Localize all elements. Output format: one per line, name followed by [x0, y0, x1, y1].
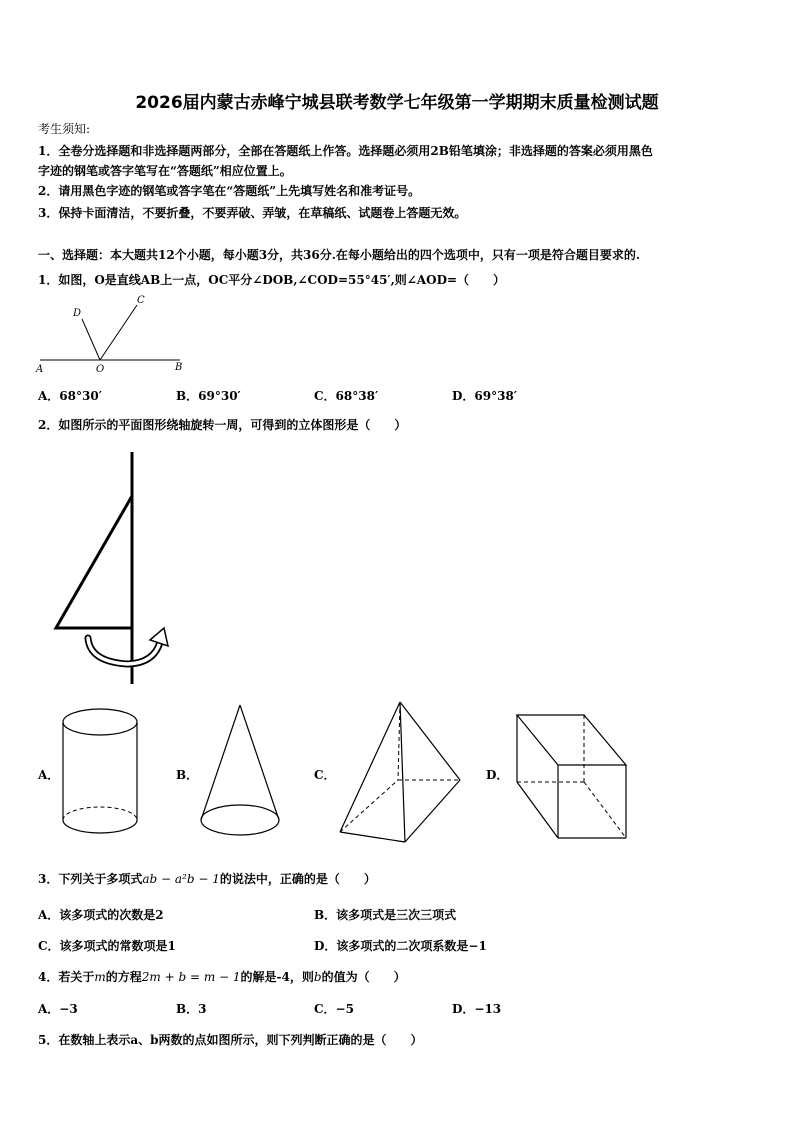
q1-option-b[interactable]: B．69°30′ [176, 389, 241, 403]
q4-stem-pre: 4．若关于 [38, 970, 95, 984]
page-title: 2026届内蒙古赤峰宁城县联考数学七年级第一学期期末质量检测试题 [135, 93, 659, 113]
notice-heading: 考生须知: [38, 122, 91, 136]
pyramid-figure[interactable] [335, 695, 465, 845]
question-4-stem [38, 968, 406, 985]
q3-option-b[interactable]: B．该多项式是三次三项式 [314, 908, 457, 922]
q1-option-d[interactable]: D．69°38′ [452, 389, 517, 403]
notice-item-2: 2．请用黑色字迹的钢笔或答字笔在“答题纸”上先填写姓名和准考证号。 [38, 184, 421, 198]
q4-equation: 2m + b = m − 1 [141, 970, 241, 984]
q3-stem-post: 的说法中，正确的是（ ） [219, 872, 376, 886]
q2-option-c-label[interactable]: C． [314, 768, 336, 782]
q3-option-a[interactable]: A．该多项式的次数是2 [38, 908, 164, 922]
notice-item-1: 1．全卷分选择题和非选择题两部分，全部在答题纸上作答。选择题必须用2B铅笔填涂；非选择题的答案必须用黑色 [38, 144, 653, 158]
q4-option-b[interactable]: B．3 [176, 1002, 207, 1016]
q4-stem-mid2: 的解是-4，则 [240, 970, 314, 984]
q2-option-a-label[interactable]: A． [38, 768, 60, 782]
q1-option-a[interactable]: A．68°30′ [38, 389, 102, 403]
label-c: C [137, 295, 145, 306]
q3-expression: ab − a²b − 1 [142, 872, 220, 886]
question-2-stem: 2．如图所示的平面图形绕轴旋转一周，可得到的立体图形是（ ） [38, 418, 407, 432]
q4-option-d[interactable]: D．−13 [452, 1002, 502, 1016]
q4-var-m: m [94, 970, 106, 984]
q1-option-c[interactable]: C．68°38′ [314, 389, 379, 403]
q3-option-d[interactable]: D．该多项式的二次项系数是−1 [314, 939, 487, 953]
q4-stem-mid: 的方程 [105, 970, 142, 984]
question-3-stem [38, 870, 376, 887]
cylinder-figure[interactable] [58, 705, 143, 840]
label-a: A [36, 364, 44, 375]
label-d: D [73, 308, 82, 319]
label-b: B [175, 362, 183, 373]
q2-option-d-label[interactable]: D． [486, 768, 509, 782]
q3-stem-pre: 3．下列关于多项式 [38, 872, 143, 886]
q4-var-b: b [313, 970, 322, 984]
ray-oc [100, 305, 137, 360]
right-triangle [56, 496, 132, 628]
label-o: O [96, 364, 105, 375]
q2-option-b-label[interactable]: B． [176, 768, 199, 782]
q4-option-a[interactable]: A．−3 [38, 1002, 78, 1016]
rotation-arrow [88, 638, 160, 664]
question-1-figure [30, 290, 200, 375]
q4-option-c[interactable]: C．−5 [314, 1002, 354, 1016]
section-heading: 一、选择题：本大题共12个小题，每小题3分，共36分.在每小题给出的四个选项中，只有一项是符合题目要求的. [38, 248, 641, 262]
q4-stem-post: 的值为（ ） [321, 970, 406, 984]
question-2-figure [50, 450, 170, 690]
arrow-head [150, 628, 168, 646]
ray-od [82, 319, 100, 360]
q3-option-c[interactable]: C．该多项式的常数项是1 [38, 939, 176, 953]
question-1-stem: 1．如图，O是直线AB上一点，OC平分∠DOB,∠COD=55°45′,则∠AOD=（ ） [38, 273, 506, 287]
notice-item-1-cont: 字迹的钢笔或答字笔写在“答题纸”相应位置上。 [38, 164, 292, 178]
notice-item-3: 3．保持卡面清洁，不要折叠，不要弄破、弄皱，在草稿纸、试题卷上答题无效。 [38, 206, 467, 220]
prism-figure[interactable] [512, 710, 632, 845]
cone-figure[interactable] [195, 700, 285, 845]
question-5-stem: 5．在数轴上表示a、b两数的点如图所示，则下列判断正确的是（ ） [38, 1033, 423, 1047]
